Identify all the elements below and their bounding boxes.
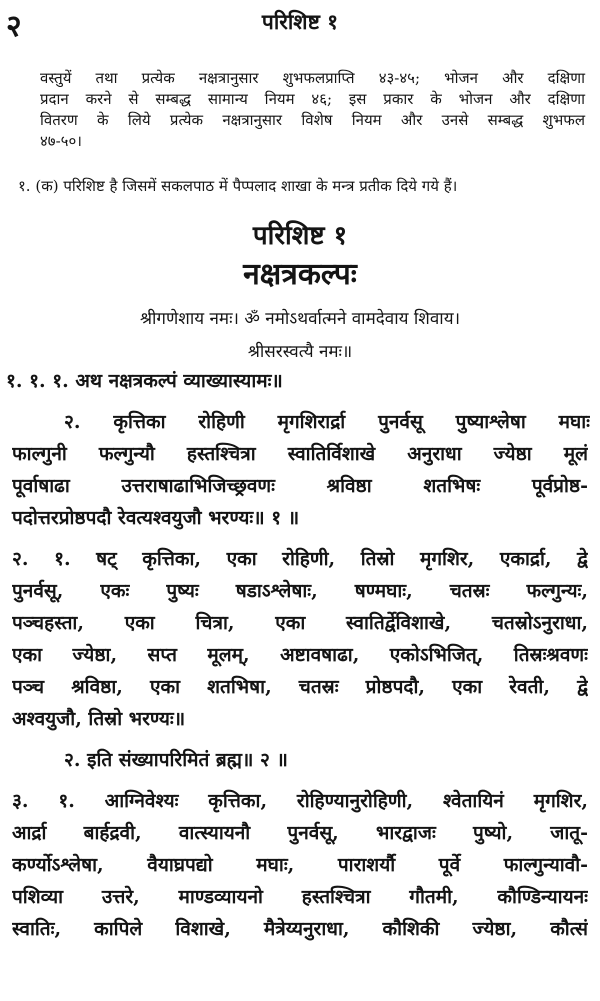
intro-line: वस्तुयें तथा प्रत्येक नक्षत्रानुसार शुभफलप्राप्ति ४३-४५; भोजन और दक्षिणा [40,69,585,87]
invocation-line: श्रीसरस्वत्यै नमः॥ [247,342,353,362]
intro-paragraph [40,68,585,152]
verse-line: २. इति संख्यापरिमितं ब्रह्म॥ २ ॥ [64,749,288,771]
verse-line: पुनर्वसू, एकः पुष्यः षडाऽश्लेषाः, षण्मघाः, चतस्रः फल्गुन्यः, [12,580,588,602]
verse-line: पूर्वाषाढा उत्तराषाढाभिजिच्छ्रवणः श्रविष्ठा शतभिषः पूर्वप्रोष्ठ- [12,475,588,497]
verse-line: पशिव्या उत्तरे, माण्डव्यायनो हस्तश्चित्रा गौतमी, कौण्डिन्यायनः [12,886,588,908]
verse-line: फाल्गुनी फल्गुन्यौ हस्तश्चित्रा स्वातिर्विशाखे अनुराधा ज्येष्ठा मूलं [12,443,588,465]
verse-line: पदोत्तरप्रोष्ठपदौ रेवत्यश्वयुजौ भरण्यः॥ १ ॥ [12,507,300,529]
verse-line: अश्वयुजौ, तिस्रो भरण्यः॥ [12,708,186,730]
verse-line: एका ज्येष्ठा, सप्त मूलम्, अष्टावषाढा, एकोऽभिजित्, तिस्रःश्रवणः [12,644,588,666]
page-number: २ [6,9,22,44]
intro-line: प्रदान करने से सम्बद्ध सामान्य नियम ४६; इस प्रकार के भोजन और दक्षिणा [40,90,585,108]
appendix-title: परिशिष्ट १ [252,221,348,251]
verse-line: २. १. षट् कृत्तिका, एका रोहिणी, तिस्रो मृगशिर, एकार्द्रा, द्वे [12,548,588,570]
verse-line: आर्द्रा बार्हद्रवी, वात्स्यायनौ पुनर्वसू, भारद्वाजः पुष्यो, जातू- [12,822,588,844]
verse-line: कर्ण्योऽश्लेषा, वैयाघ्रपद्यो मघाः, पाराशर्यौ पूर्वे फाल्गुन्यावौ- [12,854,588,876]
verse-line: २. कृत्तिका रोहिणी मृगशिरार्द्रा पुनर्वसू पुष्याश्लेषा मघाः [64,411,590,433]
verse-line: स्वातिः, कापिले विशाखे, मैत्रेय्यनुराधा, कौशिकी ज्येष्ठा, कौत्सं [12,918,588,940]
main-title: नक्षत्रकल्पः [243,257,357,292]
intro-line: ४७-५०। [40,132,82,150]
verse-line: पञ्चहस्ता, एका चित्रा, एका स्वातिर्द्वेविशाखे, चतस्रोऽनुराधा, [12,612,588,634]
footnote: १. (क) परिशिष्ट है जिसमें सकलपाठ में पैप्पलाद शाखा के मन्त्र प्रतीक दिये गये हैं। [18,177,458,195]
verse-line: ३. १. आग्निवेश्यः कृत्तिका, रोहिण्यानुरोहिणी, श्वेतायिनं मृगशिर, [12,790,588,812]
invocation-line: श्रीगणेशाय नमः। ॐ नमोऽथर्वात्मने वामदेवाय शिवाय। [139,309,461,329]
verse-line: पञ्च श्रविष्ठा, एका शतभिषा, चतस्रः प्रोष्ठपदौ, एका रेवती, द्वे [12,676,588,698]
running-head: परिशिष्ट १ [261,9,339,34]
verse-line: १. १. १. अथ नक्षत्रकल्पं व्याख्यास्यामः॥ [6,370,283,392]
intro-line: वितरण के लिये प्रत्येक नक्षत्रानुसार विशेष नियम और उनसे सम्बद्ध शुभफल [40,111,585,129]
